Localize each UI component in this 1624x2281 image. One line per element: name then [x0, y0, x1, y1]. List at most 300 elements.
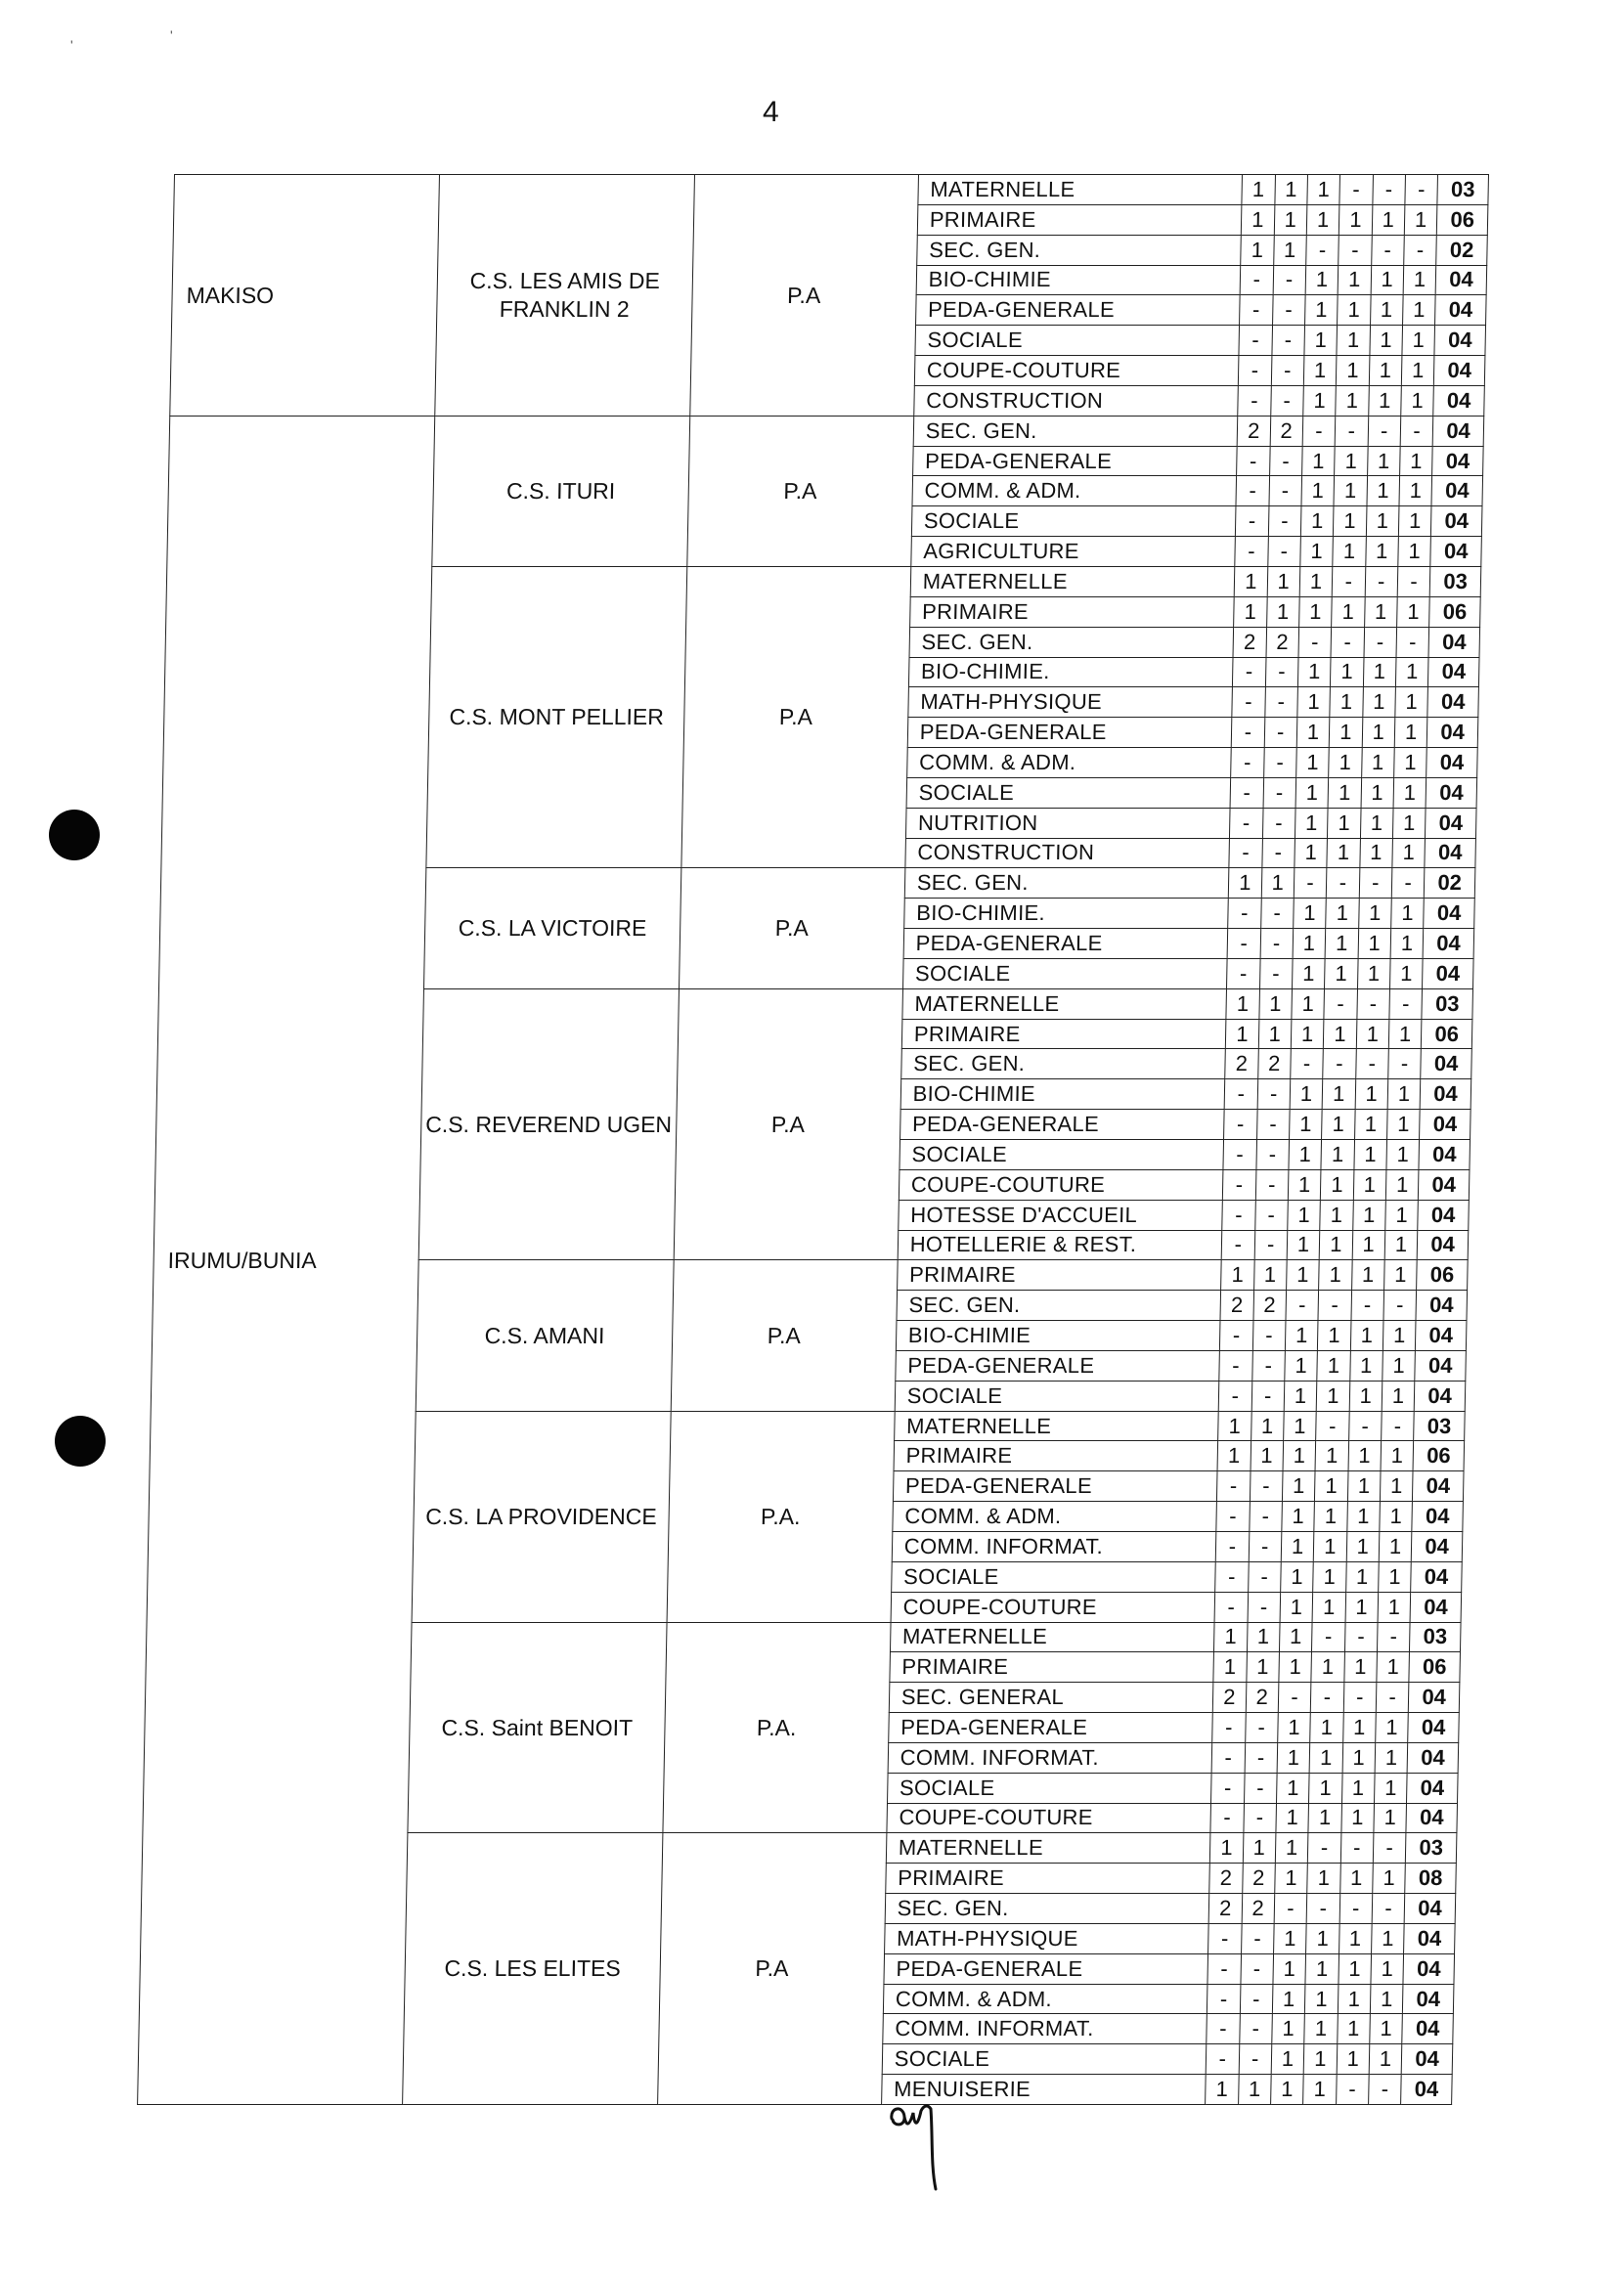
section-cell: COUPE-COUTURE [887, 1803, 1211, 1833]
schools-table [137, 174, 1489, 2105]
class-count-cell: 1 [1297, 657, 1331, 687]
total-cell: 04 [1410, 1592, 1461, 1622]
class-count-cell: 1 [1285, 1321, 1318, 1351]
class-count-cell: 1 [1284, 1381, 1317, 1411]
class-count-cell: 1 [1217, 1441, 1251, 1471]
class-count-cell: - [1227, 929, 1260, 959]
class-count-cell: - [1368, 2075, 1401, 2105]
class-count-cell: - [1239, 2044, 1272, 2075]
total-cell: 03 [1406, 1833, 1457, 1864]
school-name-cell: C.S. LES AMIS DE FRANKLIN 2 [435, 175, 694, 417]
section-cell: COMM. & ADM. [883, 1984, 1207, 2014]
class-count-cell: - [1274, 1894, 1307, 1924]
regime-cell: P.A [689, 175, 918, 417]
class-count-cell: 1 [1392, 808, 1426, 838]
class-count-cell: - [1323, 1049, 1356, 1079]
section-cell: MATERNELLE [894, 1411, 1218, 1441]
class-count-cell: 1 [1357, 958, 1390, 988]
class-count-cell: 1 [1322, 1110, 1355, 1140]
class-count-cell: 1 [1385, 1169, 1419, 1200]
class-count-cell: 1 [1388, 1019, 1422, 1049]
class-count-cell: - [1254, 1200, 1288, 1230]
class-count-cell: 1 [1301, 446, 1335, 476]
class-count-cell: - [1243, 1803, 1276, 1833]
class-count-cell: 1 [1379, 1561, 1412, 1592]
class-count-cell: 1 [1314, 1502, 1347, 1532]
class-count-cell: - [1222, 1200, 1255, 1230]
class-count-cell: 1 [1301, 476, 1335, 506]
class-count-cell: 1 [1226, 988, 1259, 1019]
section-cell: COUPE-COUTURE [899, 1169, 1223, 1200]
total-cell: 03 [1422, 988, 1472, 1019]
class-count-cell: - [1219, 1350, 1252, 1381]
class-count-cell: 1 [1337, 2014, 1370, 2044]
class-count-cell: 1 [1315, 1441, 1348, 1471]
punch-hole-bottom [55, 1416, 106, 1467]
class-count-cell: 1 [1339, 1923, 1372, 1953]
class-count-cell: 2 [1242, 1894, 1275, 1924]
class-count-cell: - [1373, 1833, 1406, 1864]
class-count-cell: 1 [1326, 899, 1359, 929]
total-cell: 04 [1401, 2075, 1452, 2105]
class-count-cell: 1 [1325, 929, 1358, 959]
total-cell: 04 [1426, 718, 1477, 748]
class-count-cell: 1 [1241, 235, 1274, 265]
class-count-cell: 1 [1353, 1169, 1386, 1200]
total-cell: 04 [1434, 326, 1485, 356]
class-count-cell: - [1331, 627, 1364, 657]
class-count-cell: 1 [1332, 596, 1365, 627]
school-name-cell: C.S. AMANI [416, 1260, 673, 1411]
class-count-cell: 1 [1304, 326, 1338, 356]
class-count-cell: 1 [1300, 537, 1334, 567]
section-cell: COMM. & ADM. [893, 1502, 1217, 1532]
class-count-cell: 1 [1278, 1713, 1311, 1743]
class-count-cell: - [1372, 175, 1405, 205]
class-count-cell: 1 [1378, 1592, 1411, 1622]
section-cell: COMM. & ADM. [912, 476, 1237, 506]
class-count-cell: - [1251, 1350, 1285, 1381]
class-count-cell: - [1240, 295, 1273, 326]
class-count-cell: 1 [1393, 777, 1426, 808]
total-cell: 04 [1423, 929, 1473, 959]
class-count-cell: - [1250, 1471, 1283, 1502]
class-count-cell: 1 [1402, 326, 1435, 356]
class-count-cell: 1 [1295, 838, 1328, 868]
class-count-cell: - [1267, 537, 1300, 567]
class-count-cell: 1 [1309, 1773, 1342, 1803]
class-count-cell: 1 [1334, 506, 1367, 537]
class-count-cell: 1 [1293, 929, 1326, 959]
section-cell: SEC. GENERAL [889, 1683, 1213, 1713]
section-cell: HOTESSE D'ACCUEIL [899, 1200, 1223, 1230]
class-count-cell: - [1324, 988, 1357, 1019]
class-count-cell: - [1340, 1833, 1374, 1864]
class-count-cell: 1 [1369, 2044, 1402, 2075]
class-count-cell: 1 [1238, 2075, 1271, 2105]
section-cell: PRIMAIRE [909, 596, 1234, 627]
total-cell: 04 [1430, 537, 1481, 567]
class-count-cell: 1 [1258, 988, 1292, 1019]
class-count-cell: 1 [1386, 1110, 1420, 1140]
class-count-cell: 1 [1398, 506, 1431, 537]
section-cell: PEDA-GENERALE [884, 1953, 1208, 1984]
total-cell: 03 [1429, 566, 1480, 596]
class-count-cell: 1 [1337, 326, 1370, 356]
class-count-cell: 1 [1247, 1622, 1280, 1652]
class-count-cell: 1 [1336, 385, 1369, 416]
section-cell: MATH-PHYSIQUE [884, 1923, 1208, 1953]
class-count-cell: 1 [1279, 1622, 1312, 1652]
section-cell: MATERNELLE [902, 988, 1227, 1019]
class-count-cell: - [1336, 2075, 1369, 2105]
class-count-cell: 1 [1384, 1230, 1418, 1260]
class-count-cell: - [1377, 1622, 1410, 1652]
class-count-cell: 1 [1338, 295, 1371, 326]
class-count-cell: - [1208, 1923, 1242, 1953]
signature [888, 2097, 946, 2200]
class-count-cell: - [1365, 566, 1398, 596]
class-count-cell: - [1298, 627, 1332, 657]
class-count-cell: 1 [1266, 596, 1299, 627]
class-count-cell: 1 [1371, 265, 1404, 295]
class-count-cell: 1 [1315, 1471, 1348, 1502]
regime-cell: P.A. [662, 1622, 890, 1833]
class-count-cell: - [1294, 868, 1327, 899]
total-cell: 04 [1404, 1923, 1455, 1953]
class-count-cell: 1 [1319, 1260, 1352, 1291]
class-count-cell: 1 [1387, 1079, 1421, 1110]
class-count-cell: - [1260, 899, 1294, 929]
total-cell: 04 [1432, 446, 1483, 476]
total-cell: 04 [1401, 2044, 1452, 2075]
class-count-cell: - [1273, 265, 1306, 295]
class-count-cell: 1 [1339, 204, 1373, 235]
class-count-cell: 1 [1241, 204, 1274, 235]
class-count-cell: - [1268, 476, 1301, 506]
total-cell: 04 [1418, 1200, 1469, 1230]
class-count-cell: - [1344, 1622, 1378, 1652]
class-count-cell: - [1343, 1683, 1377, 1713]
class-count-cell: - [1230, 777, 1263, 808]
class-count-cell: - [1220, 1321, 1253, 1351]
class-count-cell: 1 [1374, 1773, 1407, 1803]
class-count-cell: 1 [1352, 1200, 1385, 1230]
regime-cell: P.A [686, 416, 913, 566]
section-cell: BIO-CHIMIE [916, 265, 1241, 295]
class-count-cell: 1 [1362, 718, 1395, 748]
class-count-cell: - [1248, 1561, 1281, 1592]
class-count-cell: 1 [1339, 1864, 1373, 1894]
class-count-cell: - [1256, 1110, 1290, 1140]
section-cell: SOCIALE [906, 777, 1231, 808]
class-count-cell: - [1239, 2014, 1272, 2044]
class-count-cell: - [1206, 2044, 1239, 2075]
total-cell: 04 [1426, 777, 1476, 808]
class-count-cell: 1 [1291, 1019, 1324, 1049]
class-count-cell: 1 [1274, 175, 1307, 205]
class-count-cell: 1 [1342, 1713, 1376, 1743]
class-count-cell: - [1396, 627, 1429, 657]
total-cell: 04 [1435, 265, 1486, 295]
total-cell: 04 [1407, 1773, 1458, 1803]
class-count-cell: - [1404, 235, 1437, 265]
class-count-cell: 1 [1402, 295, 1435, 326]
class-count-cell: 1 [1294, 899, 1327, 929]
class-count-cell: - [1376, 1683, 1409, 1713]
section-cell: SEC. GEN. [909, 627, 1234, 657]
class-count-cell: - [1263, 748, 1296, 778]
class-count-cell: 1 [1303, 2044, 1337, 2075]
stray-mark: ' [170, 27, 173, 43]
section-cell: SOCIALE [882, 2044, 1207, 2075]
class-count-cell: 1 [1342, 1742, 1376, 1773]
class-count-cell: 1 [1304, 2014, 1338, 2044]
class-count-cell: 1 [1401, 356, 1434, 386]
section-cell: SOCIALE [900, 1140, 1224, 1170]
class-count-cell: - [1405, 175, 1438, 205]
regime-cell: P.A [679, 868, 905, 988]
total-cell: 04 [1413, 1471, 1464, 1502]
class-count-cell: - [1230, 808, 1263, 838]
class-count-cell: 1 [1297, 687, 1331, 718]
table-body [138, 175, 1489, 2105]
class-count-cell: 1 [1288, 1200, 1321, 1230]
class-count-cell: - [1217, 1471, 1251, 1502]
class-count-cell: 1 [1345, 1561, 1379, 1592]
total-cell: 04 [1417, 1230, 1468, 1260]
class-count-cell: 1 [1313, 1531, 1346, 1561]
class-count-cell: - [1264, 687, 1297, 718]
class-count-cell: 1 [1399, 476, 1432, 506]
class-count-cell: - [1212, 1713, 1246, 1743]
class-count-cell: - [1383, 1291, 1417, 1321]
class-count-cell: 1 [1271, 2044, 1304, 2075]
class-count-cell: 1 [1380, 1502, 1413, 1532]
class-count-cell: 1 [1368, 385, 1401, 416]
total-cell: 04 [1432, 416, 1483, 446]
class-count-cell: - [1351, 1291, 1384, 1321]
class-count-cell: 1 [1391, 899, 1425, 929]
class-count-cell: - [1254, 1230, 1288, 1260]
class-count-cell: 1 [1273, 1923, 1306, 1953]
class-count-cell: - [1216, 1502, 1250, 1532]
class-count-cell: 1 [1338, 1984, 1371, 2014]
class-count-cell: 1 [1381, 1441, 1414, 1471]
class-count-cell: 1 [1295, 777, 1329, 808]
class-count-cell: - [1308, 1833, 1341, 1864]
section-cell: MATERNELLE [886, 1833, 1210, 1864]
total-cell: 04 [1411, 1561, 1462, 1592]
class-count-cell: 1 [1307, 1864, 1340, 1894]
class-count-cell: 1 [1279, 1652, 1312, 1683]
total-cell: 04 [1416, 1291, 1467, 1321]
class-count-cell: 1 [1359, 838, 1392, 868]
class-count-cell: 1 [1395, 687, 1428, 718]
total-cell: 04 [1403, 1953, 1454, 1984]
class-count-cell: - [1316, 1411, 1349, 1441]
class-count-cell: 1 [1275, 1864, 1308, 1894]
class-count-cell: - [1339, 175, 1373, 205]
class-count-cell: - [1252, 1321, 1286, 1351]
class-count-cell: - [1245, 1713, 1278, 1743]
class-count-cell: 1 [1308, 1803, 1341, 1833]
class-count-cell: 1 [1348, 1441, 1382, 1471]
total-cell: 08 [1405, 1864, 1456, 1894]
class-count-cell: 1 [1380, 1471, 1413, 1502]
class-count-cell: 1 [1270, 2075, 1303, 2105]
class-count-cell: 1 [1371, 1923, 1404, 1953]
class-count-cell: - [1233, 657, 1266, 687]
class-count-cell: 1 [1404, 204, 1437, 235]
regime-cell: P.A [671, 1260, 898, 1411]
class-count-cell: 1 [1313, 1561, 1346, 1592]
total-cell: 04 [1403, 1984, 1454, 2014]
class-count-cell: 1 [1272, 1984, 1305, 2014]
total-cell: 04 [1419, 1140, 1470, 1170]
class-count-cell: - [1214, 1592, 1248, 1622]
class-count-cell: 1 [1251, 1441, 1284, 1471]
class-count-cell: 1 [1221, 1260, 1254, 1291]
total-cell: 04 [1415, 1350, 1466, 1381]
class-count-cell: 1 [1347, 1471, 1381, 1502]
class-count-cell: 1 [1288, 1169, 1321, 1200]
class-count-cell: - [1255, 1140, 1289, 1170]
school-name-cell: C.S. MONT PELLIER [426, 566, 686, 867]
total-cell: 04 [1419, 1169, 1470, 1200]
class-count-cell: 1 [1258, 1019, 1292, 1049]
section-cell: SEC. GEN. [900, 1049, 1225, 1079]
class-count-cell: 1 [1353, 1140, 1386, 1170]
class-count-cell: 1 [1334, 476, 1367, 506]
class-count-cell: - [1248, 1592, 1281, 1622]
class-count-cell: - [1240, 1984, 1273, 2014]
class-count-cell: 1 [1367, 446, 1400, 476]
class-count-cell: 1 [1321, 1169, 1354, 1200]
section-cell: MATH-PHYSIQUE [908, 687, 1233, 718]
class-count-cell: - [1364, 627, 1397, 657]
total-cell: 04 [1420, 1079, 1470, 1110]
class-count-cell: - [1286, 1291, 1319, 1321]
total-cell: 04 [1431, 476, 1482, 506]
class-count-cell: 1 [1309, 1742, 1342, 1773]
class-count-cell: 1 [1298, 596, 1332, 627]
section-cell: CONSTRUCTION [914, 385, 1239, 416]
school-name-cell: C.S. LES ELITES [403, 1833, 663, 2105]
class-count-cell: - [1215, 1531, 1249, 1561]
class-count-cell: 1 [1209, 1833, 1243, 1864]
class-count-cell: 1 [1329, 718, 1362, 748]
class-count-cell: - [1261, 838, 1295, 868]
class-count-cell: - [1368, 416, 1401, 446]
total-cell: 04 [1427, 687, 1478, 718]
class-count-cell: 1 [1307, 175, 1340, 205]
class-count-cell: 1 [1346, 1502, 1380, 1532]
total-cell: 02 [1436, 235, 1487, 265]
class-count-cell: - [1372, 1894, 1405, 1924]
total-cell: 04 [1428, 627, 1479, 657]
page-number: 4 [763, 96, 779, 128]
class-count-cell: - [1207, 1953, 1241, 1984]
class-count-cell: 1 [1218, 1411, 1251, 1441]
total-cell: 02 [1425, 868, 1475, 899]
class-count-cell: 2 [1237, 416, 1270, 446]
school-name-cell: C.S. LA VICTOIRE [424, 868, 681, 988]
section-cell: PEDA-GENERALE [907, 718, 1232, 748]
class-count-cell: 1 [1374, 1803, 1407, 1833]
section-cell: COMM. INFORMAT. [888, 1742, 1212, 1773]
class-count-cell: 1 [1234, 566, 1267, 596]
class-count-cell: 1 [1299, 566, 1333, 596]
class-count-cell: 1 [1300, 506, 1334, 537]
total-cell: 04 [1431, 506, 1482, 537]
class-count-cell: 1 [1214, 1622, 1248, 1652]
regime-cell: P.A [680, 566, 910, 867]
table-row [174, 175, 1489, 205]
class-count-cell: - [1224, 1079, 1257, 1110]
class-count-cell: - [1229, 838, 1262, 868]
total-cell: 04 [1434, 356, 1485, 386]
total-cell: 04 [1435, 295, 1486, 326]
section-cell: COUPE-COUTURE [891, 1592, 1215, 1622]
section-cell: PEDA-GENERALE [893, 1471, 1217, 1502]
class-count-cell: 1 [1370, 2014, 1403, 2044]
section-cell: SEC. GEN. [916, 235, 1241, 265]
class-count-cell: 1 [1340, 1803, 1374, 1833]
class-count-cell: 1 [1385, 1200, 1419, 1230]
class-count-cell: 1 [1377, 1652, 1410, 1683]
section-cell: PRIMAIRE [897, 1260, 1221, 1291]
class-count-cell: - [1391, 868, 1425, 899]
total-cell: 04 [1414, 1381, 1465, 1411]
class-count-cell: 1 [1305, 1953, 1339, 1984]
class-count-cell: - [1207, 1984, 1241, 2014]
class-count-cell: - [1249, 1502, 1282, 1532]
class-count-cell: - [1211, 1773, 1245, 1803]
class-count-cell: 1 [1242, 175, 1275, 205]
class-count-cell: - [1269, 446, 1302, 476]
class-count-cell: 1 [1287, 1230, 1320, 1260]
class-count-cell: - [1271, 326, 1304, 356]
class-count-cell: 1 [1289, 1140, 1322, 1170]
section-cell: SOCIALE [895, 1381, 1219, 1411]
class-count-cell: 1 [1333, 537, 1366, 567]
class-count-cell: 1 [1281, 1531, 1314, 1561]
class-count-cell: 1 [1246, 1652, 1279, 1683]
class-count-cell: - [1389, 988, 1423, 1019]
class-count-cell: 1 [1337, 356, 1370, 386]
section-cell: PRIMAIRE [894, 1441, 1218, 1471]
section-cell: CONSTRUCTION [905, 838, 1230, 868]
class-count-cell: 1 [1304, 295, 1338, 326]
class-count-cell: - [1326, 868, 1359, 899]
class-count-cell: 1 [1361, 777, 1394, 808]
class-count-cell: 1 [1345, 1592, 1379, 1622]
class-count-cell: 1 [1364, 596, 1397, 627]
class-count-cell: 1 [1277, 1742, 1310, 1773]
class-count-cell: 1 [1275, 1833, 1308, 1864]
class-count-cell: - [1211, 1742, 1245, 1773]
class-count-cell: - [1260, 929, 1294, 959]
class-count-cell: 1 [1394, 718, 1427, 748]
class-count-cell: 1 [1305, 1984, 1339, 2014]
class-count-cell: 1 [1366, 506, 1399, 537]
class-count-cell: - [1231, 748, 1264, 778]
section-cell: PEDA-GENERALE [903, 929, 1228, 959]
class-count-cell: - [1264, 718, 1297, 748]
total-cell: 06 [1422, 1019, 1472, 1049]
total-cell: 04 [1426, 808, 1476, 838]
